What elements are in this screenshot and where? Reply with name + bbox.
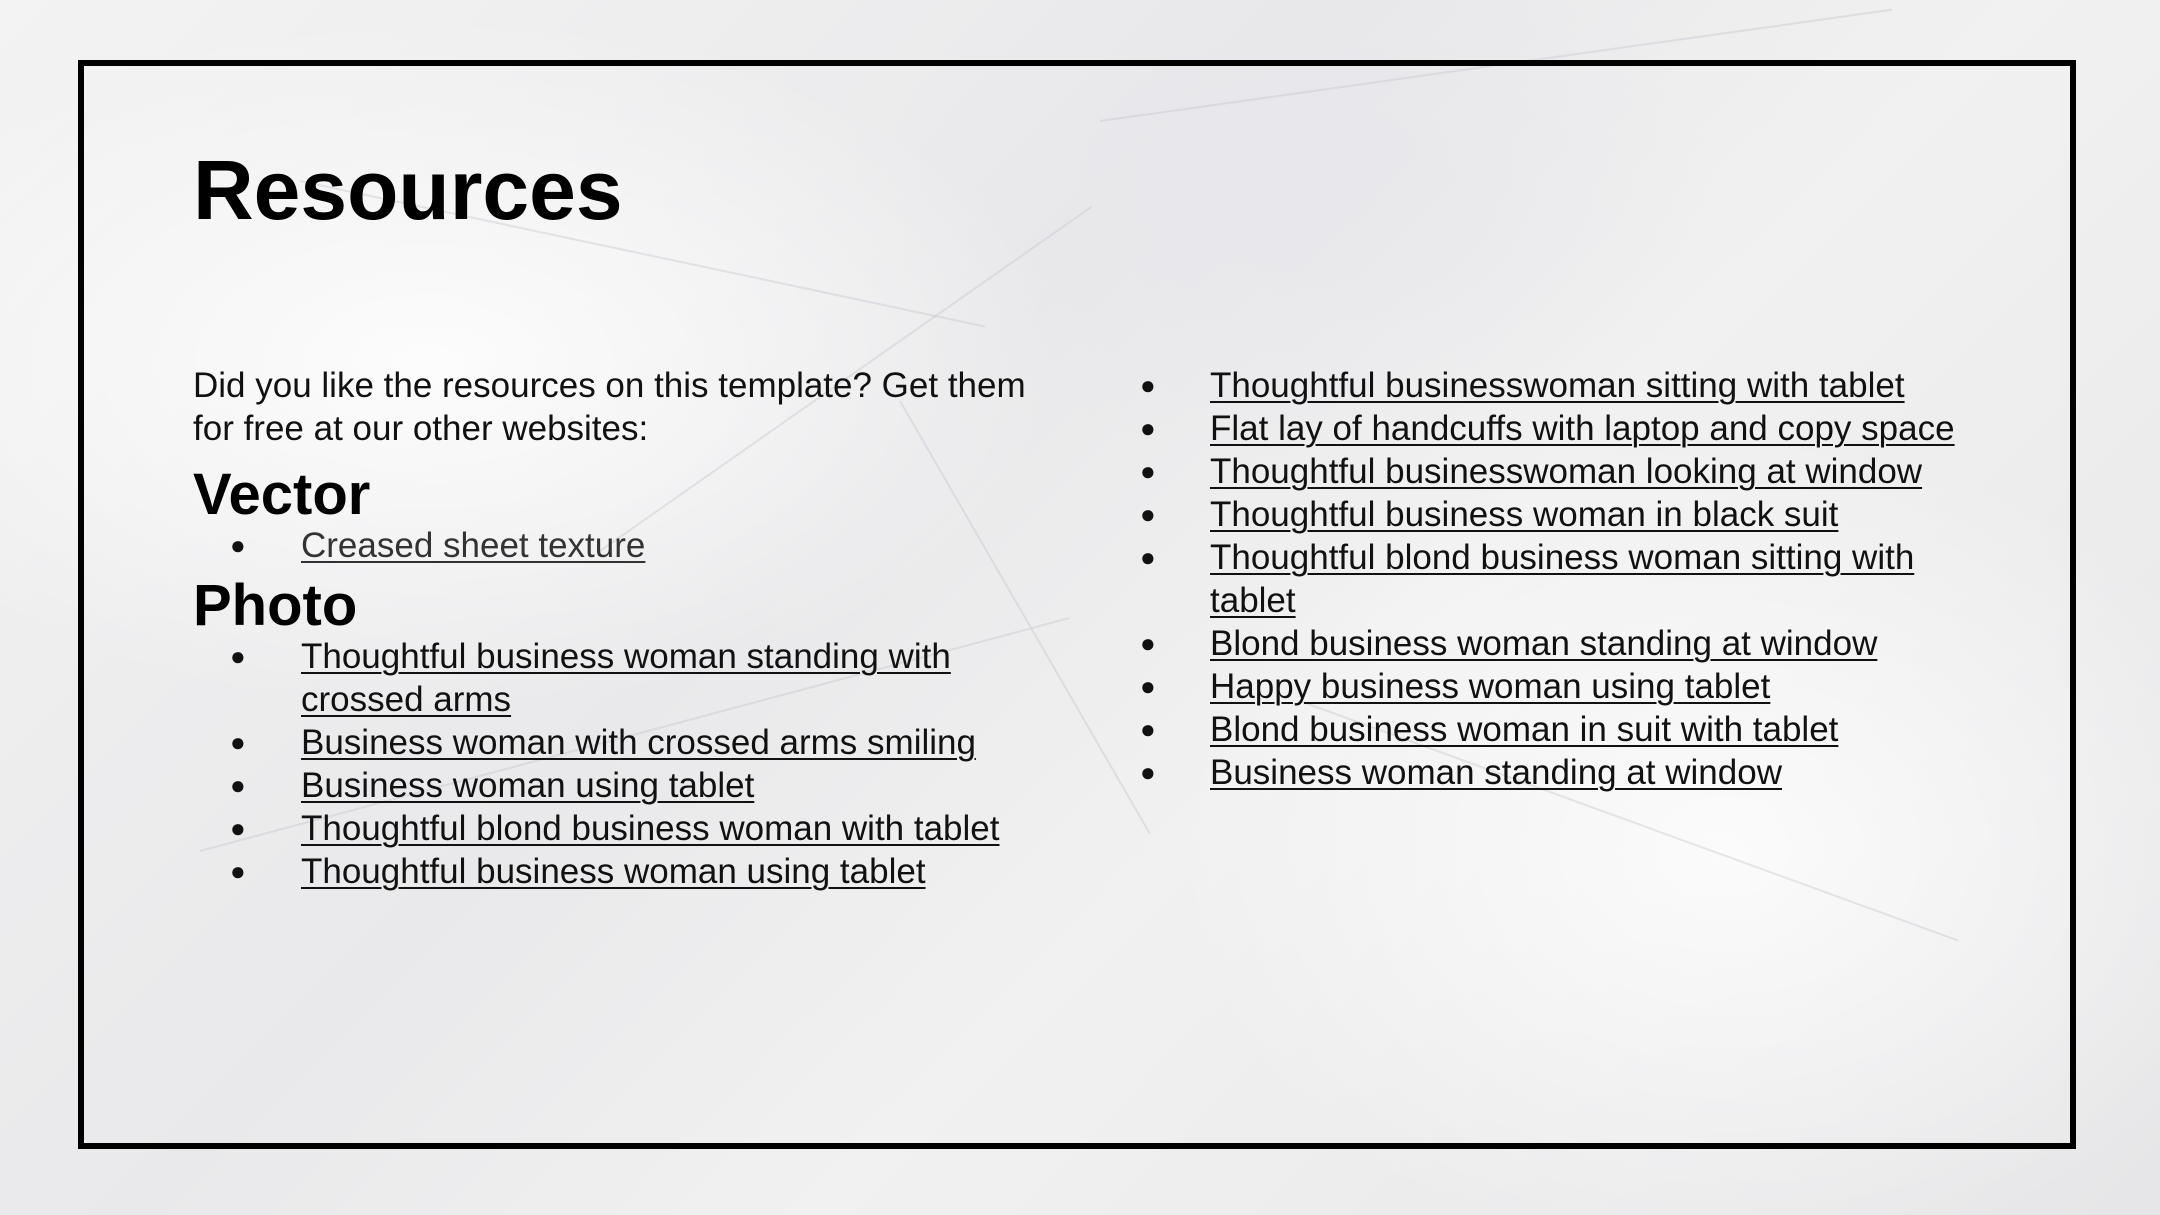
- right-column: [1130, 364, 2000, 794]
- intro-text: Did you like the resources on this template? Get them for free at our other websites:: [193, 366, 1026, 448]
- photo-list-right: [1130, 364, 2000, 794]
- resource-link[interactable]: Thoughtful business woman using tablet: [301, 852, 926, 891]
- bullet-icon: ●: [1140, 413, 1156, 443]
- bullet-icon: ●: [1140, 757, 1156, 787]
- vector-heading: Vector: [193, 462, 371, 527]
- bullet-icon: ●: [230, 813, 246, 843]
- photo-heading: Photo: [193, 573, 358, 638]
- list-item: [1130, 493, 2000, 536]
- bullet-icon: ●: [230, 856, 246, 886]
- resource-link[interactable]: Business woman using tablet: [301, 766, 755, 805]
- resource-link[interactable]: Creased sheet texture: [301, 526, 646, 565]
- resource-link[interactable]: Blond business woman in suit with tablet: [1210, 710, 1839, 749]
- list-item: [193, 524, 1053, 567]
- bullet-icon: ●: [230, 641, 246, 671]
- resource-link[interactable]: Flat lay of handcuffs with laptop and copy space: [1210, 409, 1955, 448]
- bullet-icon: ●: [1140, 499, 1156, 529]
- list-item: [193, 721, 1053, 764]
- bullet-icon: ●: [1140, 542, 1156, 572]
- bullet-icon: ●: [230, 770, 246, 800]
- bullet-icon: ●: [1140, 628, 1156, 658]
- resource-link[interactable]: Happy business woman using tablet: [1210, 667, 1771, 706]
- list-item: [1130, 407, 2000, 450]
- list-item: [1130, 751, 2000, 794]
- list-item: [193, 850, 1053, 893]
- resource-link[interactable]: Thoughtful businesswoman sitting with tablet: [1210, 366, 1905, 405]
- bullet-icon: ●: [230, 727, 246, 757]
- resource-link[interactable]: Blond business woman standing at window: [1210, 624, 1878, 663]
- list-item: [1130, 450, 2000, 493]
- resource-link[interactable]: Business woman with crossed arms smiling: [301, 723, 976, 762]
- list-item: [193, 764, 1053, 807]
- left-column: [193, 364, 1053, 893]
- list-item: [1130, 622, 2000, 665]
- resource-link[interactable]: Thoughtful blond business woman with tablet: [301, 809, 1000, 848]
- bullet-icon: ●: [1140, 456, 1156, 486]
- list-item: [1130, 536, 2000, 622]
- vector-list: [193, 524, 1053, 567]
- bullet-icon: ●: [1140, 671, 1156, 701]
- bullet-icon: ●: [230, 530, 246, 560]
- resource-link[interactable]: Business woman standing at window: [1210, 753, 1782, 792]
- list-item: [1130, 364, 2000, 407]
- resource-link[interactable]: Thoughtful business woman in black suit: [1210, 495, 1839, 534]
- resource-link[interactable]: Thoughtful businesswoman looking at window: [1210, 452, 1923, 491]
- list-item: [1130, 708, 2000, 751]
- bullet-icon: ●: [1140, 714, 1156, 744]
- resource-link[interactable]: Thoughtful business woman standing with crossed arms: [301, 637, 951, 719]
- list-item: [193, 807, 1053, 850]
- bullet-icon: ●: [1140, 370, 1156, 400]
- list-item: [1130, 665, 2000, 708]
- page-title: Resources: [193, 143, 623, 237]
- resource-link[interactable]: Thoughtful blond business woman sitting with tablet: [1210, 538, 1915, 620]
- list-item: [193, 635, 1053, 721]
- photo-list-left: [193, 635, 1053, 893]
